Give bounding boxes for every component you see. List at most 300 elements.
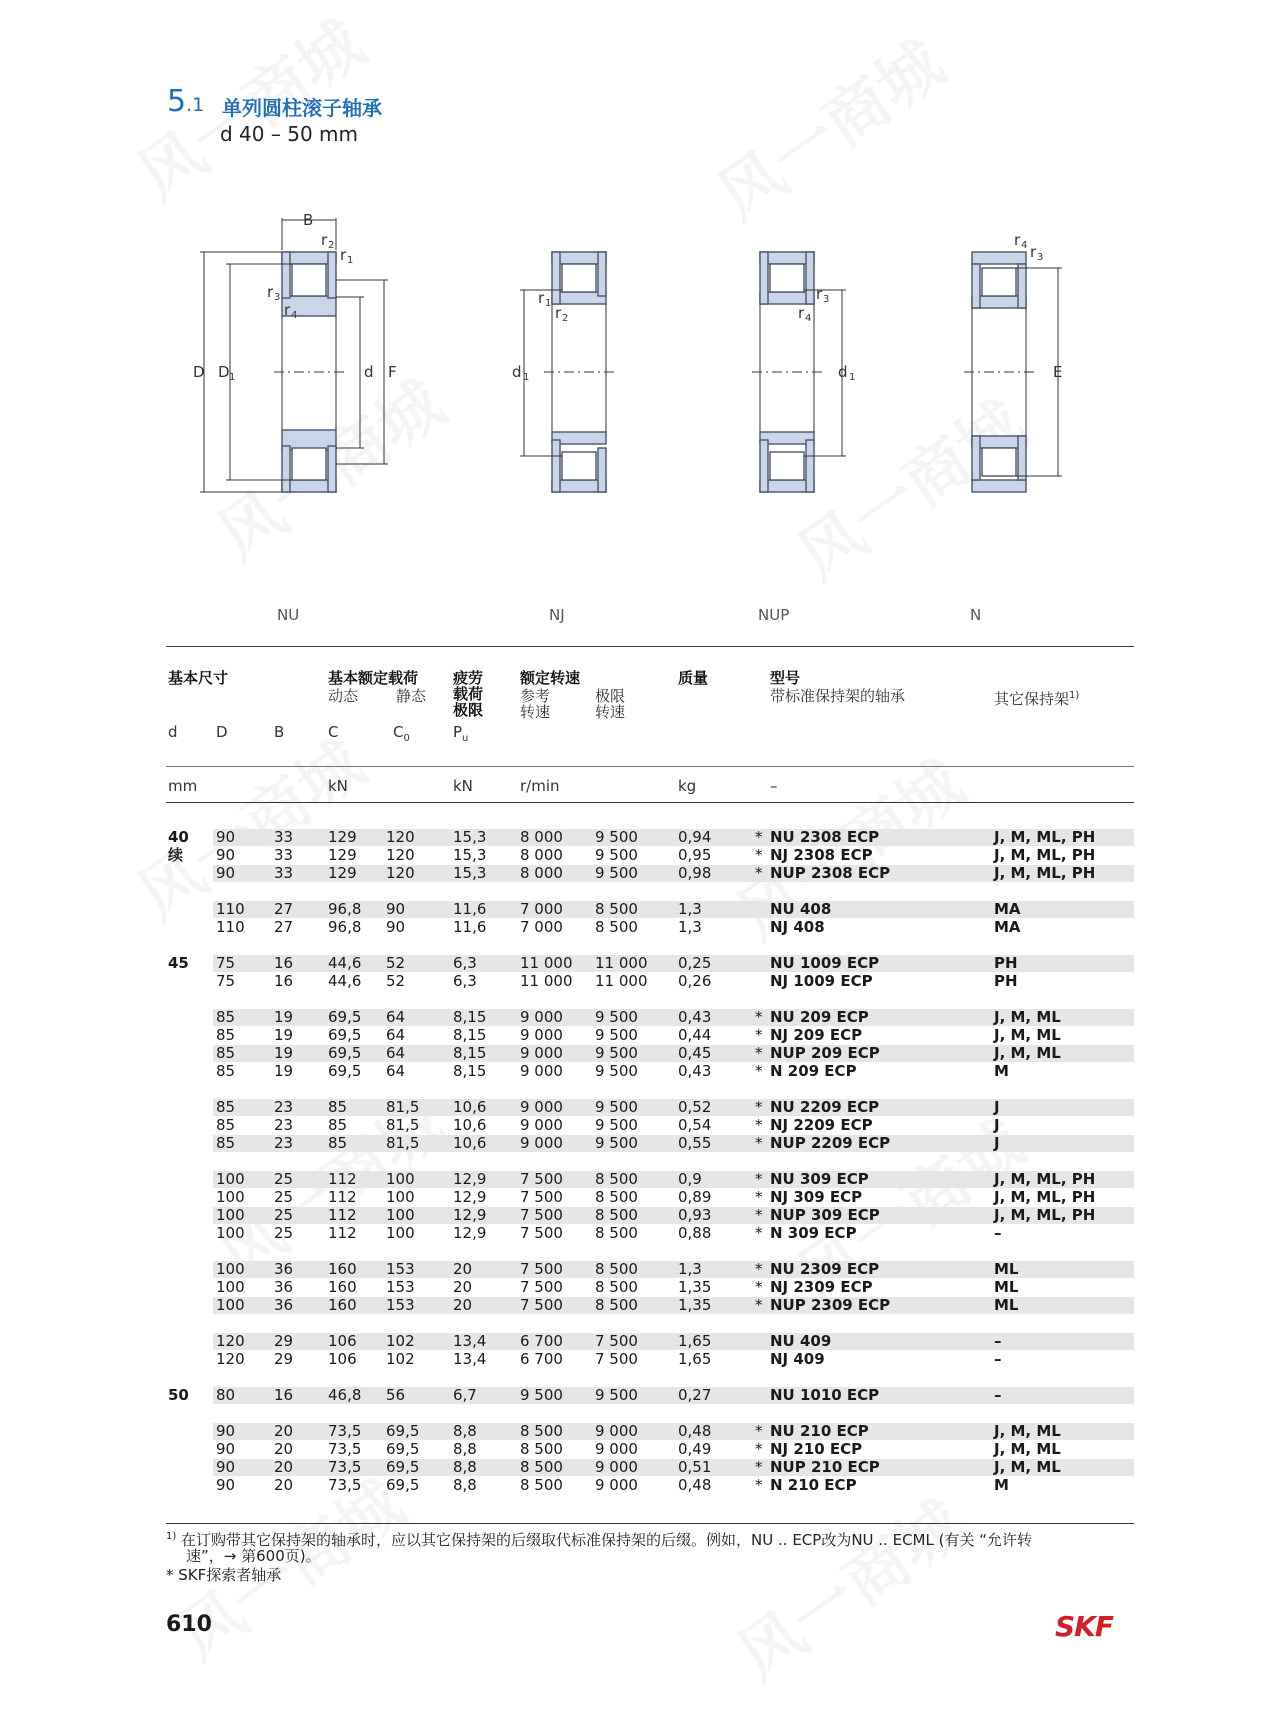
cell-pu: 10,6: [453, 1116, 487, 1134]
cell-pu: 8,15: [453, 1062, 487, 1080]
cell-des: NU 1009 ECP: [770, 954, 880, 972]
cell-b: 33: [274, 864, 294, 882]
cell-oth: M: [994, 1476, 1009, 1494]
cell-ref: 8 500: [520, 1476, 563, 1494]
diagram-nu: [193, 211, 397, 492]
cell-b: 36: [274, 1278, 294, 1296]
cell-des: NJ 408: [770, 918, 825, 936]
table-row: [166, 829, 1134, 846]
cell-c: 160: [328, 1260, 357, 1278]
cell-lim: 9 000: [595, 1458, 638, 1476]
cell-b: 25: [274, 1188, 294, 1206]
cell-lim: 9 500: [595, 864, 638, 882]
cell-ref: 6 700: [520, 1350, 563, 1368]
cell-d: 85: [216, 1008, 236, 1026]
cell-ref: 11 000: [520, 972, 573, 990]
cell-des: NUP 210 ECP: [770, 1458, 880, 1476]
cell-d: 100: [216, 1278, 245, 1296]
cell-m: 0,49: [678, 1440, 712, 1458]
cell-c0: 81,5: [386, 1134, 420, 1152]
page-number: 610: [166, 1612, 212, 1637]
cell-oth: J, M, ML, PH: [994, 1206, 1096, 1224]
cell-c: 160: [328, 1296, 357, 1314]
cell-des: N 210 ECP: [770, 1476, 857, 1494]
cell-d: 100: [216, 1170, 245, 1188]
svg-text:D: D: [218, 363, 230, 381]
cell-star: *: [755, 1008, 763, 1026]
hdr-speed-ratings: 额定转速: [520, 669, 581, 687]
cell-lim: 9 500: [595, 1044, 638, 1062]
cell-oth: MA: [994, 900, 1021, 918]
cell-pu: 6,3: [453, 954, 477, 972]
cell-pu: 8,15: [453, 1008, 487, 1026]
cell-m: 0,44: [678, 1026, 712, 1044]
cell-m: 1,3: [678, 1260, 702, 1278]
cell-lim: 7 500: [595, 1332, 638, 1350]
cell-pu: 15,3: [453, 846, 487, 864]
cell-c: 129: [328, 864, 357, 882]
cell-lim: 8 500: [595, 900, 638, 918]
cell-des: NJ 309 ECP: [770, 1188, 863, 1206]
cell-m: 0,48: [678, 1422, 712, 1440]
cell-c: 96,8: [328, 918, 362, 936]
table-row: [166, 1225, 1134, 1242]
cell-d: 100: [216, 1296, 245, 1314]
hdr-other-cages: 其它保持架$^{1)}$: [994, 690, 1080, 708]
unit-mm: mm: [168, 777, 198, 795]
cell-m: 0,93: [678, 1206, 712, 1224]
cell-c0: 102: [386, 1350, 415, 1368]
cell-c0: 69,5: [386, 1476, 420, 1494]
table-row: [166, 1027, 1134, 1044]
cell-c0: 120: [386, 846, 415, 864]
cell-b: 29: [274, 1350, 294, 1368]
cell-ref: 8 500: [520, 1440, 563, 1458]
cell-b: 16: [274, 972, 294, 990]
cell-pu: 8,15: [453, 1026, 487, 1044]
hdr-basic-dims: 基本尺寸: [168, 669, 229, 687]
cell-c: 69,5: [328, 1062, 362, 1080]
cell-lim: 9 500: [595, 1026, 638, 1044]
header-bottom-rule: [166, 802, 1134, 803]
cell-c0: 69,5: [386, 1440, 420, 1458]
hdr-load-ratings: 基本额定载荷: [328, 669, 419, 687]
cell-des: NU 2308 ECP: [770, 828, 880, 846]
unit-kn-fatigue: kN: [453, 777, 473, 795]
cell-m: 0,43: [678, 1008, 712, 1026]
cell-b: 19: [274, 1062, 294, 1080]
cell-d: 100: [216, 1224, 245, 1242]
cell-oth: J, M, ML: [994, 1458, 1061, 1476]
cell-des: NUP 309 ECP: [770, 1206, 880, 1224]
cell-c: 73,5: [328, 1422, 362, 1440]
cell-b: 16: [274, 954, 294, 972]
cell-d: 40: [168, 828, 189, 846]
cell-pu: 20: [453, 1260, 473, 1278]
type-label-nup: NUP: [758, 606, 790, 624]
cell-c: 129: [328, 846, 357, 864]
cell-m: 0,88: [678, 1224, 712, 1242]
cell-des: NJ 210 ECP: [770, 1440, 863, 1458]
cell-m: 1,3: [678, 918, 702, 936]
cell-m: 0,55: [678, 1134, 712, 1152]
cell-m: 1,65: [678, 1332, 712, 1350]
cell-des: NU 309 ECP: [770, 1170, 869, 1188]
unit-rmin: r/min: [520, 777, 560, 795]
cell-star: *: [755, 1170, 763, 1188]
cell-star: *: [755, 1044, 763, 1062]
cell-oth: J: [994, 1134, 1000, 1152]
cell-oth: J, M, ML: [994, 1422, 1061, 1440]
table-row: [166, 1423, 1134, 1440]
cell-des: NU 210 ECP: [770, 1422, 869, 1440]
svg-text:r: r: [1014, 231, 1021, 249]
cell-oth: –: [994, 1332, 1002, 1350]
watermark: [717, 1475, 979, 1697]
cell-star: *: [755, 1260, 763, 1278]
table-row: [166, 1333, 1134, 1350]
svg-text:d: d: [512, 363, 522, 381]
cell-pu: 8,15: [453, 1044, 487, 1062]
cell-b: 25: [274, 1170, 294, 1188]
svg-text:r: r: [538, 289, 545, 307]
cell-m: 0,89: [678, 1188, 712, 1206]
hdr-dynamic: 动态: [328, 687, 359, 705]
cell-c0: 56: [386, 1386, 406, 1404]
cell-c0: 100: [386, 1206, 415, 1224]
cell-des: NU 2309 ECP: [770, 1260, 880, 1278]
cell-m: 1,35: [678, 1278, 712, 1296]
cell-star: *: [755, 1062, 763, 1080]
cell-oth: ML: [994, 1296, 1019, 1314]
cell-c0: 100: [386, 1170, 415, 1188]
cell-ref: 9 000: [520, 1134, 563, 1152]
cell-ref: 9 000: [520, 1116, 563, 1134]
cell-lim: 9 500: [595, 1062, 638, 1080]
svg-text:r: r: [284, 301, 291, 319]
cell-ref: 7 000: [520, 918, 563, 936]
table-row: [166, 919, 1134, 936]
cell-b: 20: [274, 1422, 294, 1440]
svg-text:r: r: [321, 231, 328, 249]
cell-d: 120: [216, 1350, 245, 1368]
cell-pu: 12,9: [453, 1206, 487, 1224]
cell-c0: 52: [386, 972, 406, 990]
cell-oth: J, M, ML, PH: [994, 1188, 1096, 1206]
cell-m: 0,25: [678, 954, 712, 972]
cell-c0: 120: [386, 864, 415, 882]
cell-oth: –: [994, 1350, 1002, 1368]
cell-lim: 8 500: [595, 1188, 638, 1206]
hdr-lim-speed: 极限 转速: [595, 687, 626, 721]
cell-d: 85: [216, 1044, 236, 1062]
cell-des: NUP 2308 ECP: [770, 864, 891, 882]
svg-text:r: r: [1030, 243, 1037, 261]
cell-d: 85: [216, 1062, 236, 1080]
cell-star: *: [755, 864, 763, 882]
cell-star: *: [755, 1206, 763, 1224]
cell-oth: J, M, ML, PH: [994, 864, 1096, 882]
cell-b: 27: [274, 900, 294, 918]
cell-b: 20: [274, 1440, 294, 1458]
cell-oth: J, M, ML, PH: [994, 828, 1096, 846]
table-row: [166, 1009, 1134, 1026]
cell-c: 112: [328, 1188, 357, 1206]
cell-oth: PH: [994, 954, 1018, 972]
cell-c: 69,5: [328, 1008, 362, 1026]
svg-text:D: D: [193, 363, 205, 381]
cell-lim: 8 500: [595, 1206, 638, 1224]
table-row: [166, 1117, 1134, 1134]
cell-c: 69,5: [328, 1026, 362, 1044]
table-row: [166, 1171, 1134, 1188]
table-row: [166, 1099, 1134, 1116]
cell-d: 100: [216, 1206, 245, 1224]
svg-text:r: r: [816, 285, 823, 303]
cell-star: *: [755, 1134, 763, 1152]
svg-text:3: 3: [823, 294, 830, 305]
hdr-fatigue: 疲劳 载荷 极限: [453, 669, 484, 719]
table-row: [166, 1279, 1134, 1296]
cell-ref: 8 000: [520, 846, 563, 864]
cell-pu: 8,8: [453, 1458, 477, 1476]
cell-ref: 8 000: [520, 864, 563, 882]
cell-c0: 153: [386, 1260, 415, 1278]
cell-d: 45: [168, 954, 189, 972]
cell-pu: 13,4: [453, 1350, 487, 1368]
table-row: [166, 1441, 1134, 1458]
cell-ref: 9 000: [520, 1062, 563, 1080]
cell-lim: 9 500: [595, 1008, 638, 1026]
hdr-static: 静态: [396, 687, 427, 705]
cell-c0: 90: [386, 918, 406, 936]
cell-oth: MA: [994, 918, 1021, 936]
table-row: [166, 1477, 1134, 1494]
cell-star: *: [755, 1458, 763, 1476]
table-row: [166, 1063, 1134, 1080]
cell-lim: 9 500: [595, 1386, 638, 1404]
cell-ref: 7 000: [520, 900, 563, 918]
footnote-1: $^{1)}$ 在订购带其它保持架的轴承时，应以其它保持架的后缀取代标准保持架的后缀。例如，NU .. ECP改为NU .. ECML (有关 “允许转: [166, 1531, 1033, 1549]
cell-b: 19: [274, 1026, 294, 1044]
cell-m: 0,52: [678, 1098, 712, 1116]
cell-d: 75: [216, 954, 236, 972]
cell-des: NJ 209 ECP: [770, 1026, 863, 1044]
svg-text:1: 1: [347, 255, 354, 266]
hdr-designation: 型号: [770, 669, 801, 687]
cell-pu: 12,9: [453, 1170, 487, 1188]
cell-c: 69,5: [328, 1044, 362, 1062]
cell-ref: 11 000: [520, 954, 573, 972]
cell-oth: J, M, ML, PH: [994, 846, 1096, 864]
svg-text:1: 1: [229, 372, 236, 383]
cell-m: 0,43: [678, 1062, 712, 1080]
cell-m: 1,3: [678, 900, 702, 918]
cell-c0: 100: [386, 1188, 415, 1206]
hdr-designation-sub: 带标准保持架的轴承: [770, 687, 906, 705]
cell-des: N 309 ECP: [770, 1224, 857, 1242]
cell-b: 29: [274, 1332, 294, 1350]
cell-pu: 6,7: [453, 1386, 477, 1404]
footnote-2: * SKF探索者轴承: [166, 1566, 282, 1584]
cell-des: NU 209 ECP: [770, 1008, 869, 1026]
cell-star: *: [755, 1440, 763, 1458]
svg-text:F: F: [388, 363, 397, 381]
table-row: [166, 847, 1134, 864]
type-label-nu: NU: [277, 606, 300, 624]
cell-oth: J: [994, 1116, 1000, 1134]
cell-b: 19: [274, 1044, 294, 1062]
table-row: [166, 955, 1134, 972]
cell-d: 85: [216, 1116, 236, 1134]
cell-c0: 64: [386, 1008, 406, 1026]
svg-text:E: E: [1053, 363, 1063, 381]
cell-c: 106: [328, 1332, 357, 1350]
cell-d: 90: [216, 1440, 236, 1458]
type-label-nj: NJ: [549, 606, 565, 624]
cell-pu: 8,8: [453, 1422, 477, 1440]
cell-ref: 7 500: [520, 1170, 563, 1188]
cell-pu: 15,3: [453, 864, 487, 882]
cell-lim: 9 500: [595, 828, 638, 846]
cell-ref: 8 500: [520, 1422, 563, 1440]
header-top-rule: [166, 646, 1134, 647]
cell-oth: –: [994, 1386, 1002, 1404]
cell-lim: 8 500: [595, 1260, 638, 1278]
cell-d: 85: [216, 1134, 236, 1152]
cell-c: 96,8: [328, 900, 362, 918]
cell-m: 0,95: [678, 846, 712, 864]
cell-lim: 11 000: [595, 954, 648, 972]
cell-c0: 120: [386, 828, 415, 846]
svg-text:3: 3: [1037, 252, 1044, 263]
cell-m: 0,48: [678, 1476, 712, 1494]
cell-star: *: [755, 1224, 763, 1242]
cell-c: 85: [328, 1098, 348, 1116]
cell-lim: 7 500: [595, 1350, 638, 1368]
cell-ref: 7 500: [520, 1260, 563, 1278]
svg-text:4: 4: [805, 313, 812, 324]
cell-d: 续: [168, 846, 184, 864]
cell-pu: 15,3: [453, 828, 487, 846]
cell-ref: 8 500: [520, 1458, 563, 1476]
cell-ref: 7 500: [520, 1278, 563, 1296]
cell-c0: 90: [386, 900, 406, 918]
cell-oth: J: [994, 1098, 1000, 1116]
cell-d: 110: [216, 900, 245, 918]
cell-lim: 11 000: [595, 972, 648, 990]
footnote-1-cont: 速”，→ 第600页)。: [186, 1547, 321, 1565]
cell-m: 0,27: [678, 1386, 712, 1404]
cell-c0: 81,5: [386, 1116, 420, 1134]
cell-des: NUP 2209 ECP: [770, 1134, 891, 1152]
cell-lim: 9 500: [595, 1116, 638, 1134]
cell-des: NUP 209 ECP: [770, 1044, 880, 1062]
svg-text:r: r: [798, 304, 805, 322]
cell-des: NJ 409: [770, 1350, 825, 1368]
cell-ref: 7 500: [520, 1188, 563, 1206]
cell-d: 85: [216, 1098, 236, 1116]
cell-pu: 10,6: [453, 1134, 487, 1152]
cell-pu: 20: [453, 1296, 473, 1314]
cell-c0: 102: [386, 1332, 415, 1350]
cell-pu: 6,3: [453, 972, 477, 990]
cell-pu: 8,8: [453, 1440, 477, 1458]
table-row: [166, 1459, 1134, 1476]
cell-d: 90: [216, 1422, 236, 1440]
cell-c: 85: [328, 1134, 348, 1152]
cell-des: NJ 2308 ECP: [770, 846, 873, 864]
bearing-diagrams: [150, 190, 1100, 530]
cell-b: 23: [274, 1098, 294, 1116]
cell-c: 73,5: [328, 1458, 362, 1476]
cell-lim: 9 000: [595, 1440, 638, 1458]
hdr-col-B: B: [274, 723, 285, 741]
cell-b: 16: [274, 1386, 294, 1404]
cell-oth: J, M, ML: [994, 1026, 1061, 1044]
cell-oth: PH: [994, 972, 1018, 990]
hdr-mass: 质量: [678, 669, 709, 687]
hdr-col-d: d: [168, 723, 178, 741]
cell-d: 85: [216, 1026, 236, 1044]
cell-c: 129: [328, 828, 357, 846]
cell-b: 33: [274, 846, 294, 864]
cell-b: 23: [274, 1134, 294, 1152]
svg-text:4: 4: [1021, 240, 1028, 251]
cell-d: 75: [216, 972, 236, 990]
cell-lim: 8 500: [595, 1296, 638, 1314]
cell-c0: 64: [386, 1062, 406, 1080]
cell-ref: 7 500: [520, 1296, 563, 1314]
cell-lim: 9 500: [595, 1098, 638, 1116]
cell-ref: 6 700: [520, 1332, 563, 1350]
table-row: [166, 1297, 1134, 1314]
cell-m: 0,26: [678, 972, 712, 990]
cell-des: NJ 1009 ECP: [770, 972, 873, 990]
cell-ref: 7 500: [520, 1206, 563, 1224]
cell-m: 0,94: [678, 828, 712, 846]
cell-c: 112: [328, 1170, 357, 1188]
svg-text:B: B: [303, 211, 314, 229]
table-row: [166, 1351, 1134, 1368]
cell-lim: 8 500: [595, 1278, 638, 1296]
cell-c0: 64: [386, 1044, 406, 1062]
cell-oth: J, M, ML: [994, 1440, 1061, 1458]
cell-c: 106: [328, 1350, 357, 1368]
header-mid-rule: [166, 766, 1134, 767]
cell-ref: 9 000: [520, 1008, 563, 1026]
cell-pu: 12,9: [453, 1188, 487, 1206]
cell-des: NUP 2309 ECP: [770, 1296, 891, 1314]
cell-ref: 9 500: [520, 1386, 563, 1404]
cell-ref: 9 000: [520, 1098, 563, 1116]
cell-c: 44,6: [328, 972, 362, 990]
cell-lim: 8 500: [595, 918, 638, 936]
svg-text:r: r: [555, 304, 562, 322]
cell-m: 0,45: [678, 1044, 712, 1062]
cell-pu: 10,6: [453, 1098, 487, 1116]
cell-b: 25: [274, 1224, 294, 1242]
cell-oth: J, M, ML, PH: [994, 1170, 1096, 1188]
cell-oth: J, M, ML: [994, 1044, 1061, 1062]
cell-b: 36: [274, 1260, 294, 1278]
cell-m: 0,54: [678, 1116, 712, 1134]
cell-c: 112: [328, 1206, 357, 1224]
cell-ref: 7 500: [520, 1224, 563, 1242]
cell-star: *: [755, 1278, 763, 1296]
table-row: [166, 1189, 1134, 1206]
cell-b: 20: [274, 1458, 294, 1476]
